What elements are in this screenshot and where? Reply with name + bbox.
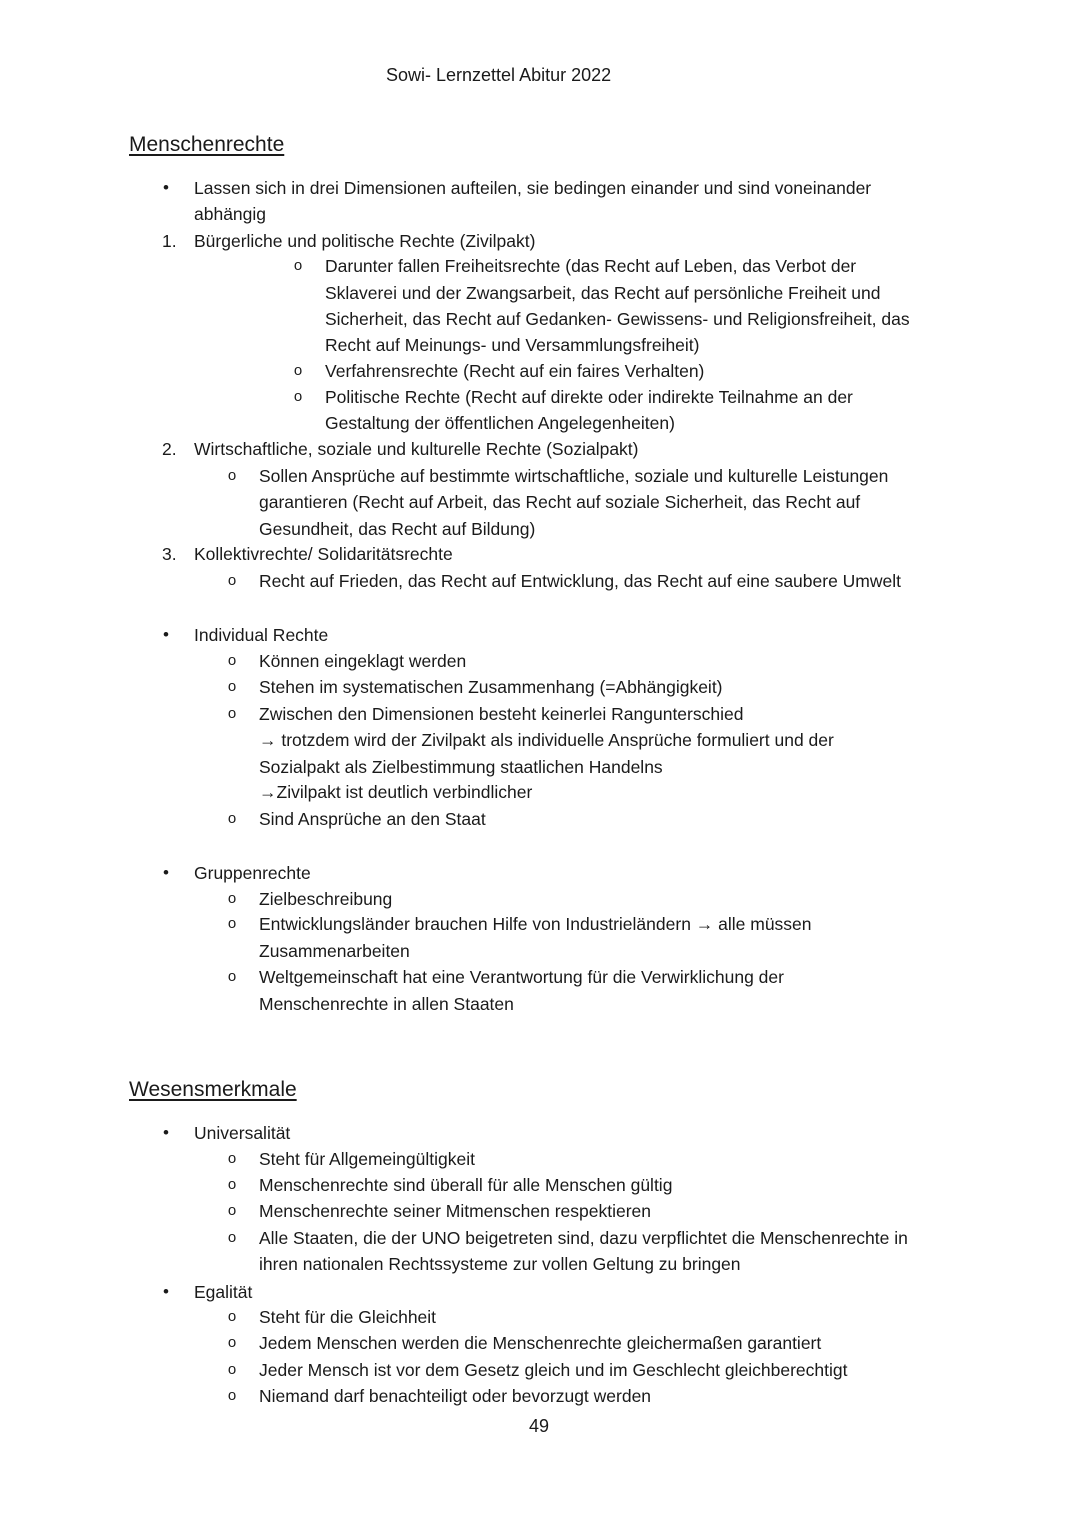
universality-item-c: Menschenrechte seiner Mitmenschen respektieren bbox=[259, 1201, 651, 1221]
group-rights-item-c-line-2: Menschenrechte in allen Staaten bbox=[259, 994, 514, 1014]
bullet-marker: • bbox=[163, 1123, 169, 1142]
intro-line-2: abhängig bbox=[194, 204, 267, 224]
individual-rights-title: Individual Rechte bbox=[194, 625, 329, 645]
dimension-3-item-a: Recht auf Frieden, das Recht auf Entwicklung, das Recht auf eine saubere Umwelt bbox=[259, 571, 902, 591]
individual-rights-item-c-line-3: Sozialpakt als Zielbestimmung staatlichen Handelns bbox=[259, 757, 663, 777]
sub-bullet-marker: o bbox=[227, 1202, 237, 1219]
universality-item-b: Menschenrechte sind überall für alle Menschen gültig bbox=[259, 1175, 673, 1195]
sub-bullet-marker: o bbox=[227, 1308, 237, 1325]
dimension-1-item-a-line-4: Recht auf Meinungs- und Versammlungsfreiheit) bbox=[325, 335, 700, 355]
sub-bullet-marker: o bbox=[227, 968, 237, 985]
group-rights-title: Gruppenrechte bbox=[194, 863, 311, 883]
dimension-1-item-a-line-3: Sicherheit, das Recht auf Gedanken- Gewissens- und Religionsfreiheit, das bbox=[325, 309, 910, 329]
bullet-marker: • bbox=[163, 1282, 169, 1301]
equality-item-a: Steht für die Gleichheit bbox=[259, 1307, 437, 1327]
individual-rights-item-d: Sind Ansprüche an den Staat bbox=[259, 809, 486, 829]
sub-bullet-marker: o bbox=[227, 1229, 237, 1246]
group-rights-item-a: Zielbeschreibung bbox=[259, 889, 393, 909]
dimension-2-item-a-line-2: garantieren (Recht auf Arbeit, das Recht auf soziale Sicherheit, das Recht auf bbox=[259, 492, 861, 512]
sub-bullet-marker: o bbox=[227, 1150, 237, 1167]
dimension-1-title: Bürgerliche und politische Rechte (Zivilpakt) bbox=[194, 231, 536, 251]
document-header: Sowi- Lernzettel Abitur 2022 bbox=[386, 65, 612, 85]
equality-item-c: Jeder Mensch ist vor dem Gesetz gleich und im Geschlecht gleichberechtigt bbox=[259, 1360, 848, 1380]
dimension-1-item-c-line-2: Gestaltung der öffentlichen Angelegenheiten) bbox=[325, 413, 675, 433]
sub-bullet-marker: o bbox=[227, 810, 237, 827]
group-rights-item-b-line-2: Zusammenarbeiten bbox=[259, 941, 410, 961]
individual-rights-item-a: Können eingeklagt werden bbox=[259, 651, 467, 671]
dimension-2-item-a-line-1: Sollen Ansprüche auf bestimmte wirtschaftliche, soziale und kulturelle Leistungen bbox=[259, 466, 889, 486]
group-rights-item-b-line-1: Entwicklungsländer brauchen Hilfe von Industrieländern → alle müssen bbox=[259, 914, 812, 934]
sub-bullet-marker: o bbox=[293, 362, 303, 379]
dimension-2-title: Wirtschaftliche, soziale und kulturelle Rechte (Sozialpakt) bbox=[194, 439, 639, 459]
individual-rights-item-b: Stehen im systematischen Zusammenhang (=Abhängigkeit) bbox=[259, 677, 723, 697]
sub-bullet-marker: o bbox=[227, 890, 237, 907]
equality-title: Egalität bbox=[194, 1282, 253, 1302]
universality-item-d-line-2: ihren nationalen Rechtssysteme zur vollen Geltung zu bringen bbox=[259, 1254, 741, 1274]
bullet-marker: • bbox=[163, 863, 169, 882]
list-number-3: 3. bbox=[162, 544, 177, 564]
universality-item-a: Steht für Allgemeingültigkeit bbox=[259, 1149, 475, 1169]
list-number-1: 1. bbox=[162, 231, 177, 251]
sub-bullet-marker: o bbox=[227, 467, 237, 484]
page-number: 49 bbox=[529, 1416, 550, 1436]
sub-bullet-marker: o bbox=[227, 915, 237, 932]
individual-rights-item-c-line-1: Zwischen den Dimensionen besteht keinerlei Rangunterschied bbox=[259, 704, 744, 724]
sub-bullet-marker: o bbox=[227, 572, 237, 589]
individual-rights-item-c-line-2: → trotzdem wird der Zivilpakt als individuelle Ansprüche formuliert und der bbox=[259, 730, 834, 750]
sub-bullet-marker: o bbox=[293, 257, 303, 274]
section-heading-wesensmerkmale: Wesensmerkmale bbox=[129, 1078, 297, 1101]
dimension-3-title: Kollektivrechte/ Solidaritätsrechte bbox=[194, 544, 453, 564]
sub-bullet-marker: o bbox=[227, 705, 237, 722]
dimension-1-item-a-line-1: Darunter fallen Freiheitsrechte (das Recht auf Leben, das Verbot der bbox=[325, 256, 857, 276]
section-heading-menschenrechte: Menschenrechte bbox=[129, 133, 285, 156]
bullet-marker: • bbox=[163, 625, 169, 644]
universality-item-d-line-1: Alle Staaten, die der UNO beigetreten sind, dazu verpflichtet die Menschenrechte in bbox=[259, 1228, 908, 1248]
list-number-2: 2. bbox=[162, 439, 177, 459]
bullet-marker: • bbox=[163, 178, 169, 197]
sub-bullet-marker: o bbox=[227, 652, 237, 669]
equality-item-b: Jedem Menschen werden die Menschenrechte gleichermaßen garantiert bbox=[259, 1333, 822, 1353]
sub-bullet-marker: o bbox=[227, 1361, 237, 1378]
universality-title: Universalität bbox=[194, 1123, 291, 1143]
individual-rights-item-c-line-4: →Zivilpakt ist deutlich verbindlicher bbox=[259, 782, 533, 802]
sub-bullet-marker: o bbox=[227, 678, 237, 695]
sub-bullet-marker: o bbox=[227, 1334, 237, 1351]
dimension-1-item-a-line-2: Sklaverei und der Zwangsarbeit, das Recht auf persönliche Freiheit und bbox=[325, 283, 881, 303]
sub-bullet-marker: o bbox=[227, 1176, 237, 1193]
sub-bullet-marker: o bbox=[293, 388, 303, 405]
sub-bullet-marker: o bbox=[227, 1387, 237, 1404]
intro-line-1: Lassen sich in drei Dimensionen aufteilen, sie bedingen einander und sind voneinander bbox=[194, 178, 872, 198]
equality-item-d: Niemand darf benachteiligt oder bevorzugt werden bbox=[259, 1386, 652, 1406]
group-rights-item-c-line-1: Weltgemeinschaft hat eine Verantwortung für die Verwirklichung der bbox=[259, 967, 784, 987]
dimension-1-item-c-line-1: Politische Rechte (Recht auf direkte oder indirekte Teilnahme an der bbox=[325, 387, 853, 407]
dimension-1-item-b: Verfahrensrechte (Recht auf ein faires Verhalten) bbox=[325, 361, 705, 381]
dimension-2-item-a-line-3: Gesundheit, das Recht auf Bildung) bbox=[259, 519, 536, 539]
